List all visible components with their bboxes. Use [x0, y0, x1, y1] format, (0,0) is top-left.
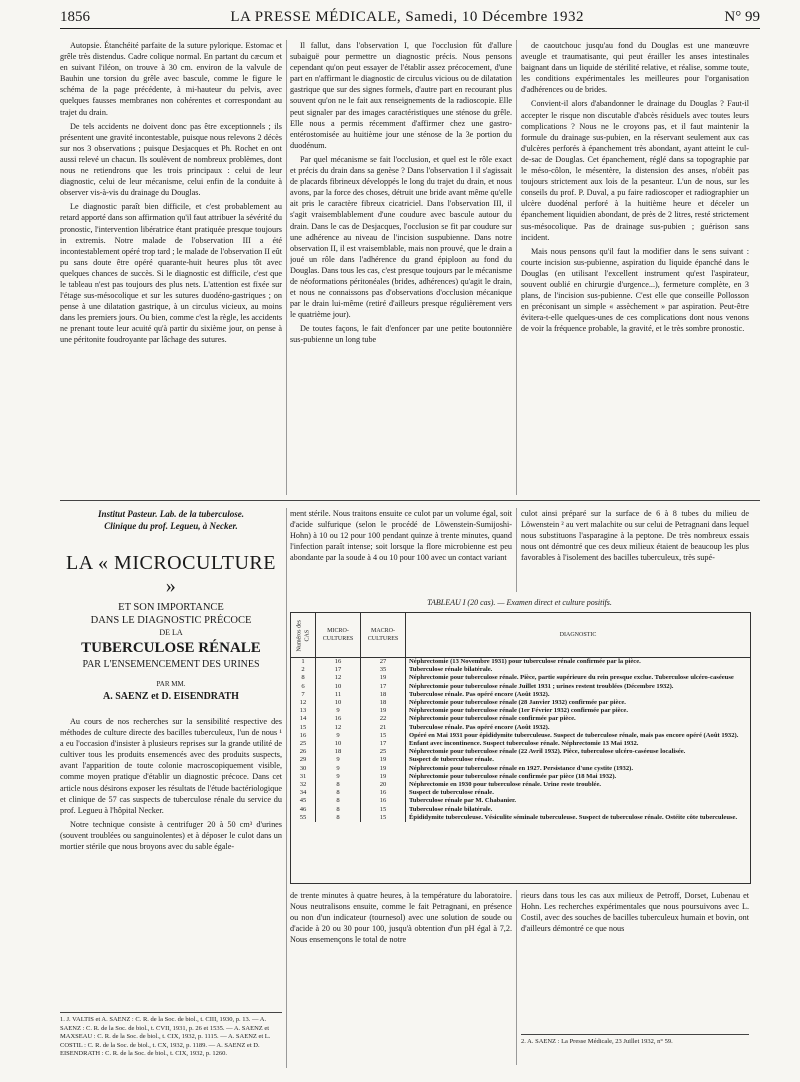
cell-macro: 19	[361, 756, 406, 764]
cell-micro: 9	[316, 732, 361, 740]
table-row	[291, 724, 750, 732]
page-header	[60, 6, 760, 29]
cell-number: 31	[291, 773, 316, 781]
article-column-2-bottom	[290, 890, 512, 960]
paragraph: Au cours de nos recherches sur la sensibilité respective des méthodes de culture directe des bacilles tuberculeux, l'un de nous ¹ a eu l'occasion d'insister à plusieurs reprises sur la grande utilité de cultiver tous les produits ensemencés avec des produits suspects, avant l'apparition de toute colonie macroscopiquement visible, comme moyen pratique d'établir un diagnostic précoce. Dans cet article nous désirons exposer les résultats de l'étude bactériologique et clinique de 57 cas suspects de tuberculose rénale du service du prof. Legueu à l'hôpital Necker.	[60, 717, 282, 815]
cell-micro: 17	[316, 666, 361, 674]
paragraph: de caoutchouc jusqu'au fond du Douglas est une manœuvre aveugle et traumatisante, qui peut érailler les anses intestinales baignant dans un liquide de stérilité relative, et réalise, somme toute, les conditions expérimentales les meilleures pour l'organisation d'adhérences ou de brides.	[521, 41, 749, 95]
cell-number: 55	[291, 814, 316, 822]
journal-title: LA PRESSE MÉDICALE, Samedi, 10 Décembre 1932	[230, 9, 585, 25]
cell-micro: 9	[316, 756, 361, 764]
footnotes	[60, 1012, 282, 1059]
cell-diagnostic: Néphrectomie en 1930 pour tuberculose rénale. Urine reste troublée.	[409, 781, 602, 789]
cell-micro: 9	[316, 707, 361, 715]
cell-number: 1	[291, 658, 316, 667]
cell-micro: 18	[316, 748, 361, 756]
cell-macro: 35	[361, 666, 406, 674]
article-column-3	[521, 508, 749, 592]
paragraph: ment stérile. Nous traitons ensuite ce culot par un volume égal, soit d'acide sulfurique (selon le procédé de Löwenstein-Sumijoshi-Hohn) à 10 ou 12 pour 100 pendant quinze à trente minutes, quand l'infection paraît intense; soit lorsque la flore microbienne est peu abondante par la soude à 4 ou 10 pour 100 avec un contact variant	[290, 509, 512, 563]
table-row	[291, 715, 750, 723]
table-row	[291, 789, 750, 797]
cell-macro: 17	[361, 683, 406, 691]
institute-credit: Institut Pasteur. Lab. de la tuberculose. Clinique du prof. Legueu, à Necker.	[97, 509, 245, 531]
cell-diagnostic: Néphrectomie pour tuberculose rénale (1er Février 1932) confirmée par pièce.	[409, 707, 629, 715]
article-title-secondary: TUBERCULOSE RÉNALE	[81, 640, 261, 656]
cell-diagnostic: Opéré en Mai 1931 pour épididymite tuberculeuse. Suspect de tuberculose rénale, mais pas encore opéré (Août 1932).	[409, 731, 739, 739]
top-column-1	[60, 40, 282, 495]
cell-number: 34	[291, 789, 316, 797]
cell-diagnostic: Enfant avec incontinence. Suspect tuberculose rénale. Néphrectomie 13 Mai 1932.	[409, 740, 639, 748]
cell-micro: 9	[316, 773, 361, 781]
table-header-row	[291, 613, 750, 658]
results-table	[290, 612, 751, 884]
cell-micro: 8	[316, 797, 361, 805]
paragraph: rieurs dans tous les cas aux milieux de Petroff, Dorset, Lubenau et Hohn. Les recherches expérimentales que nous poursuivons avec L. Costil, avec des souches de bacilles tuberculeux humain et bovin, ont d'ailleurs démontré ce que nous	[521, 891, 749, 934]
table-row	[291, 658, 750, 667]
table-row	[291, 699, 750, 707]
footnote: 1. J. VALTIS et A. SAENZ : C. R. de la Soc. de biol., t. CIII, 1930, p. 13. — A. SAENZ : C. R. de la Soc. de biol., t. CVII, 1931, p. 26 et 1535. — A. SAENZ et MAXSEAU : C. R. de la Soc. de biol., t. CIX, 1932, p. 1115. — A. SAENZ et L. COSTIL : C. R. de la Soc. de biol., t. CX, 1932, p. 1189. — A. SAENZ et D. EISENDRATH : C. R. de la Soc. de biol., t. CIX, 1932, p. 1260.	[60, 1016, 271, 1057]
article-title: LA « MICROCULTURE »	[65, 552, 276, 597]
paragraph: Par quel mécanisme se fait l'occlusion, et quel est le rôle exact et précis du drain dans sa genèse ? Dans l'observation I il s'agissait de placards fibrineux développés le long du trajet du drain, et nous avons, par la force des choses, détruit une bride avant même qu'elle ait pris le caractère fibreux cicatriciel. Dans l'observation III, il s'agit vraisemblablement d'une coudure avec bascule autour du drain. Dans le cas de Desjacques, l'occlusion se fit par coudure sur une adhérence au niveau de l'incision suspubienne. Dans notre observation II, il est vraisemblable, mais non prouvé, que le drain a joué un rôle dans l'adhérence du grand épiploon au fond du Douglas. Dans tous les cas, c'est presque toujours par le mécanisme de néoformations péritonéales (brides, adhérences) qu'agit le drain, et nous ne connaissons pas d'observations d'occlusion mécanique par le drain lui-même (retiré d'ailleurs presque régulièrement vers le quatrième jour).	[290, 154, 512, 320]
column-divider	[516, 508, 517, 592]
cell-number: 2	[291, 666, 316, 674]
article-subtitle: PAR L'ENSEMENCEMENT DES URINES	[82, 659, 260, 670]
cell-number: 45	[291, 797, 316, 805]
col-header-micro: MICRO-CULTURES	[316, 613, 361, 658]
table-row	[291, 691, 750, 699]
cell-macro: 19	[361, 707, 406, 715]
table-row	[291, 674, 750, 682]
table-row	[291, 797, 750, 805]
issue-number: N° 99	[724, 9, 760, 25]
table-row	[291, 666, 750, 674]
cell-diagnostic: Tuberculose rénale bilatérale.	[409, 666, 493, 674]
cell-number: 12	[291, 699, 316, 707]
article-authors: A. SAENZ et D. EISENDRATH	[103, 691, 239, 702]
cell-number: 25	[291, 740, 316, 748]
column-divider	[286, 508, 287, 1068]
cell-diagnostic: Tuberculose rénale. Pas opéré encore (Août 1932).	[409, 723, 550, 731]
article-subtitle: DE LA	[159, 628, 183, 637]
table-row	[291, 806, 750, 814]
cell-diagnostic: Suspect de tuberculose rénale.	[409, 756, 494, 764]
cell-number: 29	[291, 756, 316, 764]
article-body	[60, 716, 282, 904]
cell-macro: 15	[361, 732, 406, 740]
cell-number: 16	[291, 732, 316, 740]
cell-macro: 27	[361, 658, 406, 667]
table-row	[291, 773, 750, 781]
cell-macro: 19	[361, 765, 406, 773]
col-header-macro: MACRO-CULTURES	[361, 613, 406, 658]
table-row	[291, 814, 750, 822]
cell-micro: 8	[316, 814, 361, 822]
cell-macro: 17	[361, 740, 406, 748]
cell-macro: 15	[361, 806, 406, 814]
cell-macro: 20	[361, 781, 406, 789]
cell-micro: 8	[316, 806, 361, 814]
column-divider	[286, 40, 287, 495]
cell-micro: 9	[316, 765, 361, 773]
paragraph: Il fallut, dans l'observation I, que l'occlusion fût d'allure subaiguë pour permettre un diagnostic précis. Nous pensons cependant qu'on peut essayer de l'établir assez précocement, d'une part en n'affirmant le diagnostic de circulus vicious ou de dilatation gastrique que sur des signes formels, d'autre part en recourant plus souvent qu'on ne le fait aux renseignements de la radioscopie. Elle peut signaler par des images caractéristiques une sténose du grêle. Elle nous a permis récemment d'affirmer chez une gastro-entérostomisée au huitième jour une sténose de la 3e portion du duodénum.	[290, 41, 512, 150]
by-line-label: PAR MM.	[156, 680, 186, 688]
cell-diagnostic: Néphrectomie pour tuberculose rénale en 1927. Persistance d'une cystite (1932).	[409, 764, 633, 772]
column-divider	[516, 890, 517, 1065]
table-row	[291, 756, 750, 764]
article-subtitle: ET SON IMPORTANCE	[118, 602, 224, 613]
cell-macro: 16	[361, 789, 406, 797]
cell-diagnostic: Néphrectomie pour tuberculose rénale (28 Janvier 1932) confirmée par pièce.	[409, 699, 626, 707]
cell-micro: 16	[316, 715, 361, 723]
table-row	[291, 748, 750, 756]
cell-number: 6	[291, 683, 316, 691]
table-row	[291, 732, 750, 740]
article-column-3-bottom	[521, 890, 749, 960]
cell-number: 30	[291, 765, 316, 773]
cell-number: 46	[291, 806, 316, 814]
cell-micro: 10	[316, 699, 361, 707]
cell-micro: 12	[316, 674, 361, 682]
cell-diagnostic: Néphrectomie pour tuberculose rénale confirmée par pièce.	[409, 715, 576, 723]
table-row	[291, 683, 750, 691]
paragraph: De tels accidents ne doivent donc pas être exceptionnels ; ils présentent une gravité incontestable, puisque nous relevons 2 décès sur nos 3 observations ; puisque Desjacques et Ph. Rochet en ont aussi relevé un chacun. Ils soulèvent de nombreux problèmes, dont nous ne retiendrons que les trois principaux : celui de leur diagnostic, celui de leur mécanisme, celui enfin de la conduite à observer vis-à-vis du drainage du Douglas.	[60, 121, 282, 198]
cell-number: 8	[291, 674, 316, 682]
cell-macro: 19	[361, 773, 406, 781]
cell-micro: 11	[316, 691, 361, 699]
cell-micro: 8	[316, 781, 361, 789]
cell-macro: 25	[361, 748, 406, 756]
table-body	[291, 658, 750, 823]
cell-micro: 8	[316, 789, 361, 797]
top-column-3	[521, 40, 749, 495]
cell-diagnostic: Tuberculose rénale bilatérale.	[409, 805, 493, 813]
cell-number: 26	[291, 748, 316, 756]
article-subtitle: DANS LE DIAGNOSTIC PRÉCOCE	[90, 615, 252, 626]
cell-diagnostic: Tuberculose rénale. Pas opéré encore (Août 1932).	[409, 690, 550, 698]
column-divider	[516, 40, 517, 495]
cell-diagnostic: Suspect de tuberculose rénale.	[409, 789, 494, 797]
cell-diagnostic: Épididymite tuberculeuse. Vésiculite séminale tuberculeuse. Suspect de tuberculose rénale. Ostéite côte tuberculeuse.	[409, 813, 738, 821]
cell-macro: 22	[361, 715, 406, 723]
table-row	[291, 765, 750, 773]
paragraph: Notre technique consiste à centrifuger 20 à 50 cm³ d'urines (souvent troublées ou sanguinolentes) et à déposer le culot dans un mortier stérile que nous broyons avec du sable égale-	[60, 819, 282, 852]
cell-micro: 10	[316, 740, 361, 748]
footnote-2: 2. A. SAENZ : La Presse Médicale, 23 Juillet 1932, n° 59.	[521, 1034, 749, 1045]
paragraph: de trente minutes à quatre heures, à la température du laboratoire. Nous neutralisons ensuite, comme le fait Petragnani, en présence ou non d'un indicateur (tournesol) avec une solution de soude ou d'acide à 20 ou 30 pour 100, jusqu'à obtention d'un pH égal à 7,2. Nous ensemençons le total de notre	[290, 891, 512, 945]
cell-diagnostic: Néphrectomie (13 Novembre 1931) pour tuberculose rénale confirmée par la pièce.	[409, 658, 641, 665]
cell-macro: 21	[361, 724, 406, 732]
cell-diagnostic: Néphrectomie pour tuberculose rénale. Pièce, partie supérieure du rein presque exclue. Tuberculose ulcéro-caséeuse	[409, 674, 734, 682]
cell-macro: 19	[361, 674, 406, 682]
section-divider	[60, 500, 760, 501]
cell-micro: 10	[316, 683, 361, 691]
paragraph: Autopsie. Étanchéité parfaite de la suture pylorique. Estomac et grêle très distendus. Cadre colique normal. En partant du cæcum et en suivant l'iléon, on trouve à 30 cm. environ de la valvule de Bauhin une torsion du grêle avec bascule, comme le figure le schéma de la page précédente, à mi-hauteur du pelvis, avec quelques fausses membranes non cohérentes et correspondant au trajet du drain.	[60, 41, 282, 117]
cell-diagnostic: Néphrectomie pour tuberculose rénale Juillet 1931 ; urines restent troublées (Décembre 1932).	[409, 682, 674, 690]
cell-macro: 16	[361, 797, 406, 805]
cell-diagnostic: Néphrectomie pour tuberculose rénale confirmée par pièce (18 Mai 1932).	[409, 772, 617, 780]
cell-number: 15	[291, 724, 316, 732]
cell-diagnostic: Néphrectomie pour tuberculose rénale (22 Avril 1932). Pièce, tuberculose ulcéro-caséeuse localisée.	[409, 748, 686, 756]
col-header-diagnostic: DIAGNOSTIC	[406, 613, 751, 658]
table-row	[291, 781, 750, 789]
cell-number: 14	[291, 715, 316, 723]
article-heading-column	[60, 508, 282, 904]
table-row	[291, 740, 750, 748]
paragraph: Mais nous pensons qu'il faut la modifier dans le sens suivant : courte incision sus-pubienne, aspiration du liquide épanché dans le Douglas (en utilisant l'excellent instrument qu'est l'aspirateur, souvent oublié en chirurgie d'urgence...), fermeture complète, en 3 plans, de l'incision sus-pubienne. C'est elle que conseille Pollosson en préconisant un simple « assèchement » par aspiration. Peut-être évitera-t-elle quelques-unes de ces complications dont nous venons de voir la fréquence probable, la gravité, et le très sombre pronostic.	[521, 246, 749, 334]
table-row	[291, 707, 750, 715]
cell-micro: 12	[316, 724, 361, 732]
page-number: 1856	[60, 9, 90, 25]
paragraph: Le diagnostic paraît bien difficile, et c'est probablement au retard apporté dans son affirmation qu'il faut attribuer la sévérité du pronostic, l'intervention libératrice étant pratiquée presque toujours in extremis. Notre malade de l'observation III a été incontestablement opéré trop tard ; le malade de l'observation II eût pu sans doute être opéré quarante-huit heures plus tôt avec quelques chances de succès. Si le diagnostic est difficile, c'est que le tableau n'est pas toujours des plus nets. L'attention est fixée sur l'étage sus-mésocolique et sur les sutures duodéno-gastriques ; on pense à une dilatation gastrique, à un circulus vicieux, au moins dans les premiers jours. Ou bien, comme c'est la règle, les accidents ne prenant toute leur acuité qu'à partir du sixième jour, on pense à une péritonite foudroyante par lâchage des sutures.	[60, 202, 282, 345]
cell-number: 7	[291, 691, 316, 699]
cell-micro: 16	[316, 658, 361, 667]
col-header-number: Numéros des CAS	[291, 613, 316, 658]
cell-macro: 18	[361, 691, 406, 699]
top-column-2	[290, 40, 512, 495]
paragraph: Convient-il alors d'abandonner le drainage du Douglas ? Faut-il accepter le risque non discutable d'abcès résiduels avec toutes leurs complications ? Nous ne le croyons pas, et il faut maintenir la formule du drainage sus-pubien, en la réservant seulement aux cas d'ulcères perforés à épanchement très abondant, ayant atteint le cul-de-sac de Douglas. Cet épanchement, réglé dans sa topographie par le méso-côlon, le mésentère, la distension des anses, n'obéit pas toujours strictement aux lois de la pesanteur. L'un de nous, sur les conseils du prof. P. Duval, a pu faire radioscoper et radiographier un ulcère duodénal perforé à la huitième heure et déceler un épanchement liquidien abondant, de près de 2 litres, resté strictement sus-mésocolique. Pas de drainage sus-pubien ; guérison sans incident.	[521, 99, 749, 242]
cell-diagnostic: Tuberculose rénale par M. Chabanier.	[409, 797, 516, 805]
paragraph: De toutes façons, le fait d'enfoncer par une petite boutonnière sus-pubienne un long tube	[290, 324, 512, 345]
cell-macro: 15	[361, 814, 406, 822]
cell-number: 32	[291, 781, 316, 789]
paragraph: culot ainsi préparé sur la surface de 6 à 8 tubes du milieu de Löwenstein ² au vert malachite ou sur celui de Petragnani dans lequel nous substituons l'asparagine à la peptone. De très nombreux essais nous ont démontré que ces deux milieux étaient de beaucoup les plus favorables à l'isolement des bacilles tuberculeux, très supé-	[521, 509, 749, 563]
cell-macro: 18	[361, 699, 406, 707]
cell-number: 13	[291, 707, 316, 715]
article-column-2	[290, 508, 512, 592]
table-caption: TABLEAU I (20 cas). — Examen direct et culture positifs.	[427, 598, 612, 607]
